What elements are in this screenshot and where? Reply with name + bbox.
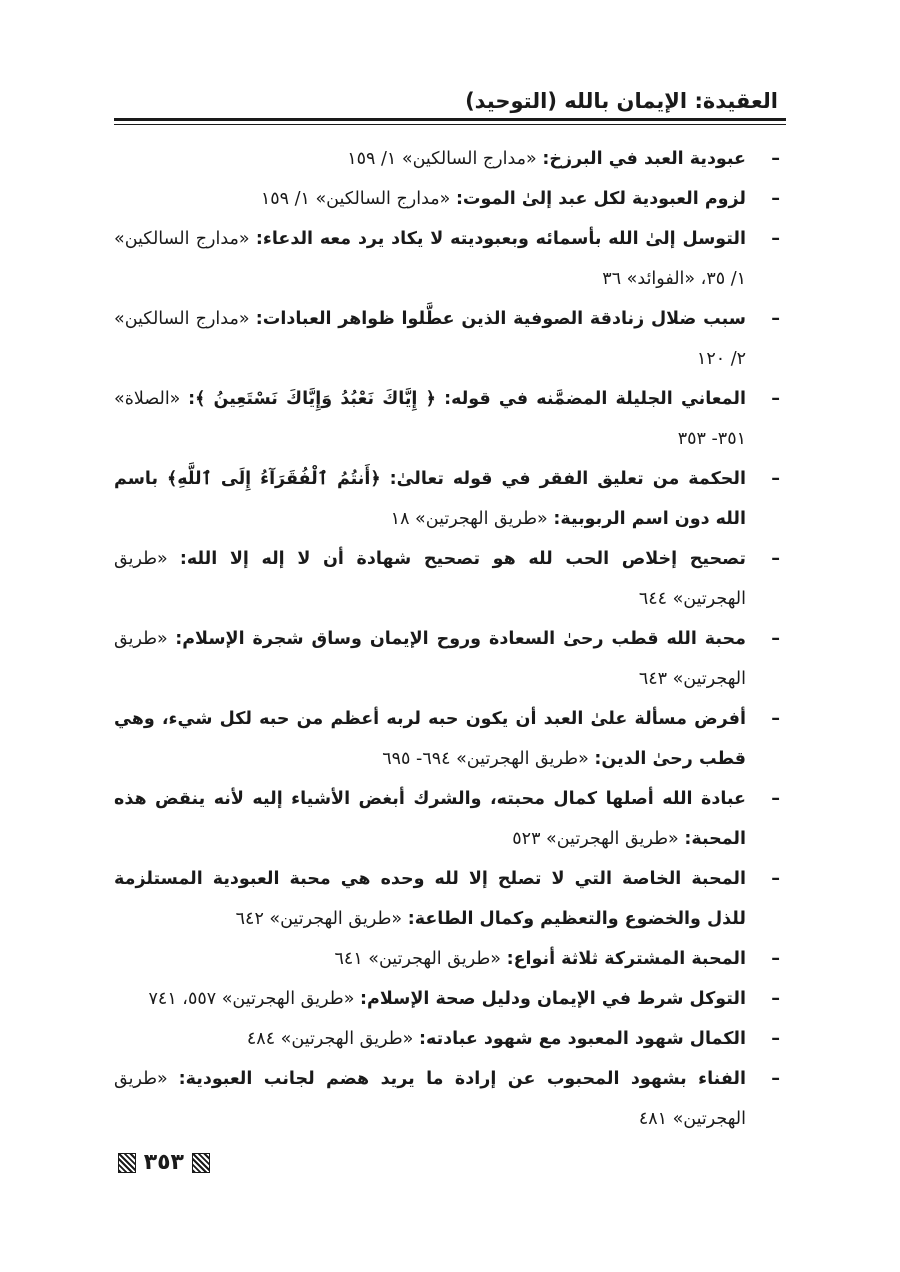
ornament-icon	[118, 1153, 136, 1173]
entry-dash: –	[771, 149, 780, 169]
index-list	[114, 139, 786, 1139]
ornament-icon	[192, 1153, 210, 1173]
entry-dash: –	[771, 389, 780, 409]
entry-reference: «مدارج السالكين» ١/ ٣٥، «الفوائد» ٣٦	[114, 229, 746, 289]
entry-dash: –	[771, 869, 780, 889]
entry-dash: –	[771, 189, 780, 209]
entry-topic: المحبة الخاصة التي لا تصلح إلا لله وحده هي محبة العبودية المستلزمة للذل والخضوع والتعظيم وكمال الطاعة:	[114, 869, 746, 929]
list-item	[114, 379, 786, 459]
entry-reference: «طريق الهجرتين» ٥٥٧، ٧٤١	[148, 989, 355, 1009]
list-item	[114, 539, 786, 619]
entry-reference: «طريق الهجرتين» ٦٩٤- ٦٩٥	[382, 749, 589, 769]
entry-reference: «مدارج السالكين» ١/ ١٥٩	[260, 189, 451, 209]
entry-dash: –	[771, 1069, 780, 1089]
entry-topic: عبادة الله أصلها كمال محبته، والشرك أبغض الأشياء إليه لأنه ينقض هذه المحبة:	[114, 789, 746, 849]
entry-reference: «طريق الهجرتين» ٤٨١	[114, 1069, 746, 1129]
entry-dash: –	[771, 309, 780, 329]
list-item	[114, 779, 786, 859]
entry-topic: الفناء بشهود المحبوب عن إرادة ما يريد هضم لجانب العبودية:	[178, 1069, 746, 1089]
list-item	[114, 859, 786, 939]
entry-topic: الكمال شهود المعبود مع شهود عبادته:	[418, 1029, 746, 1049]
list-item	[114, 299, 786, 379]
entry-dash: –	[771, 229, 780, 249]
entry-reference: «طريق الهجرتين» ٥٢٣	[512, 829, 679, 849]
entry-topic: الحكمة من تعليق الفقر في قوله تعالىٰ: ﴿أَنتُمُ ٱلْفُقَرَآءُ إِلَى ٱللَّهِ﴾ باسم الله دون اسم الربوبية:	[114, 469, 746, 529]
entry-topic: محبة الله قطب رحىٰ السعادة وروح الإيمان وساق شجرة الإسلام:	[175, 629, 746, 649]
running-header: العقيدة: الإيمان بالله (التوحيد)	[465, 89, 778, 113]
list-item	[114, 139, 786, 179]
entry-reference: «طريق الهجرتين» ٦٤٤	[114, 549, 746, 609]
list-item	[114, 179, 786, 219]
entry-reference: «مدارج السالكين» ٢/ ١٢٠	[114, 309, 746, 369]
entry-dash: –	[771, 1029, 780, 1049]
entry-reference: «طريق الهجرتين» ٦٤٢	[235, 909, 403, 929]
entry-dash: –	[771, 549, 780, 569]
list-item	[114, 939, 786, 979]
entry-reference: «طريق الهجرتين» ٦٤٣	[114, 629, 746, 689]
entry-dash: –	[771, 469, 780, 489]
entry-reference: «الصلاة» ٣٥١- ٣٥٣	[114, 389, 746, 449]
entry-topic: أفرض مسألة علىٰ العبد أن يكون حبه لربه أعظم من حبه لكل شيء، وهي قطب رحىٰ الدين:	[114, 709, 746, 769]
entry-reference: «طريق الهجرتين» ١٨	[390, 509, 548, 529]
entry-reference: «طريق الهجرتين» ٦٤١	[334, 949, 501, 969]
list-item	[114, 459, 786, 539]
entry-reference: «طريق الهجرتين» ٤٨٤	[246, 1029, 414, 1049]
entry-dash: –	[771, 989, 780, 1009]
entry-reference: «مدارج السالكين» ١/ ١٥٩	[347, 149, 537, 169]
header-rule-thin	[114, 124, 786, 125]
entry-topic: المعاني الجليلة المضمَّنه في قوله: ﴿ إِيَّاكَ نَعْبُدُ وَإِيَّاكَ نَسْتَعِينُ ﴾:	[188, 389, 746, 409]
entry-dash: –	[771, 709, 780, 729]
header-rule-thick	[114, 118, 786, 121]
list-item	[114, 1019, 786, 1059]
list-item	[114, 1059, 786, 1139]
entry-topic: المحبة المشتركة ثلاثة أنواع:	[506, 949, 746, 969]
entry-topic: لزوم العبودية لكل عبد إلىٰ الموت:	[455, 189, 746, 209]
page-number: ٣٥٣	[143, 1150, 184, 1175]
entry-topic: التوكل شرط في الإيمان ودليل صحة الإسلام:	[360, 989, 746, 1009]
entry-topic: التوسل إلىٰ الله بأسمائه وبعبوديته لا يكاد يرد معه الدعاء:	[255, 229, 746, 249]
entry-dash: –	[771, 949, 780, 969]
entry-topic: عبودية العبد في البرزخ:	[542, 149, 746, 169]
entry-dash: –	[771, 789, 780, 809]
list-item	[114, 979, 786, 1019]
list-item	[114, 619, 786, 699]
list-item	[114, 219, 786, 299]
entry-dash: –	[771, 629, 780, 649]
page-number-footer	[100, 1150, 210, 1175]
list-item	[114, 699, 786, 779]
entry-topic: تصحيح إخلاص الحب لله هو تصحيح شهادة أن لا إله إلا الله:	[179, 549, 746, 569]
entry-topic: سبب ضلال زنادقة الصوفية الذين عطَّلوا ظواهر العبادات:	[255, 309, 746, 329]
